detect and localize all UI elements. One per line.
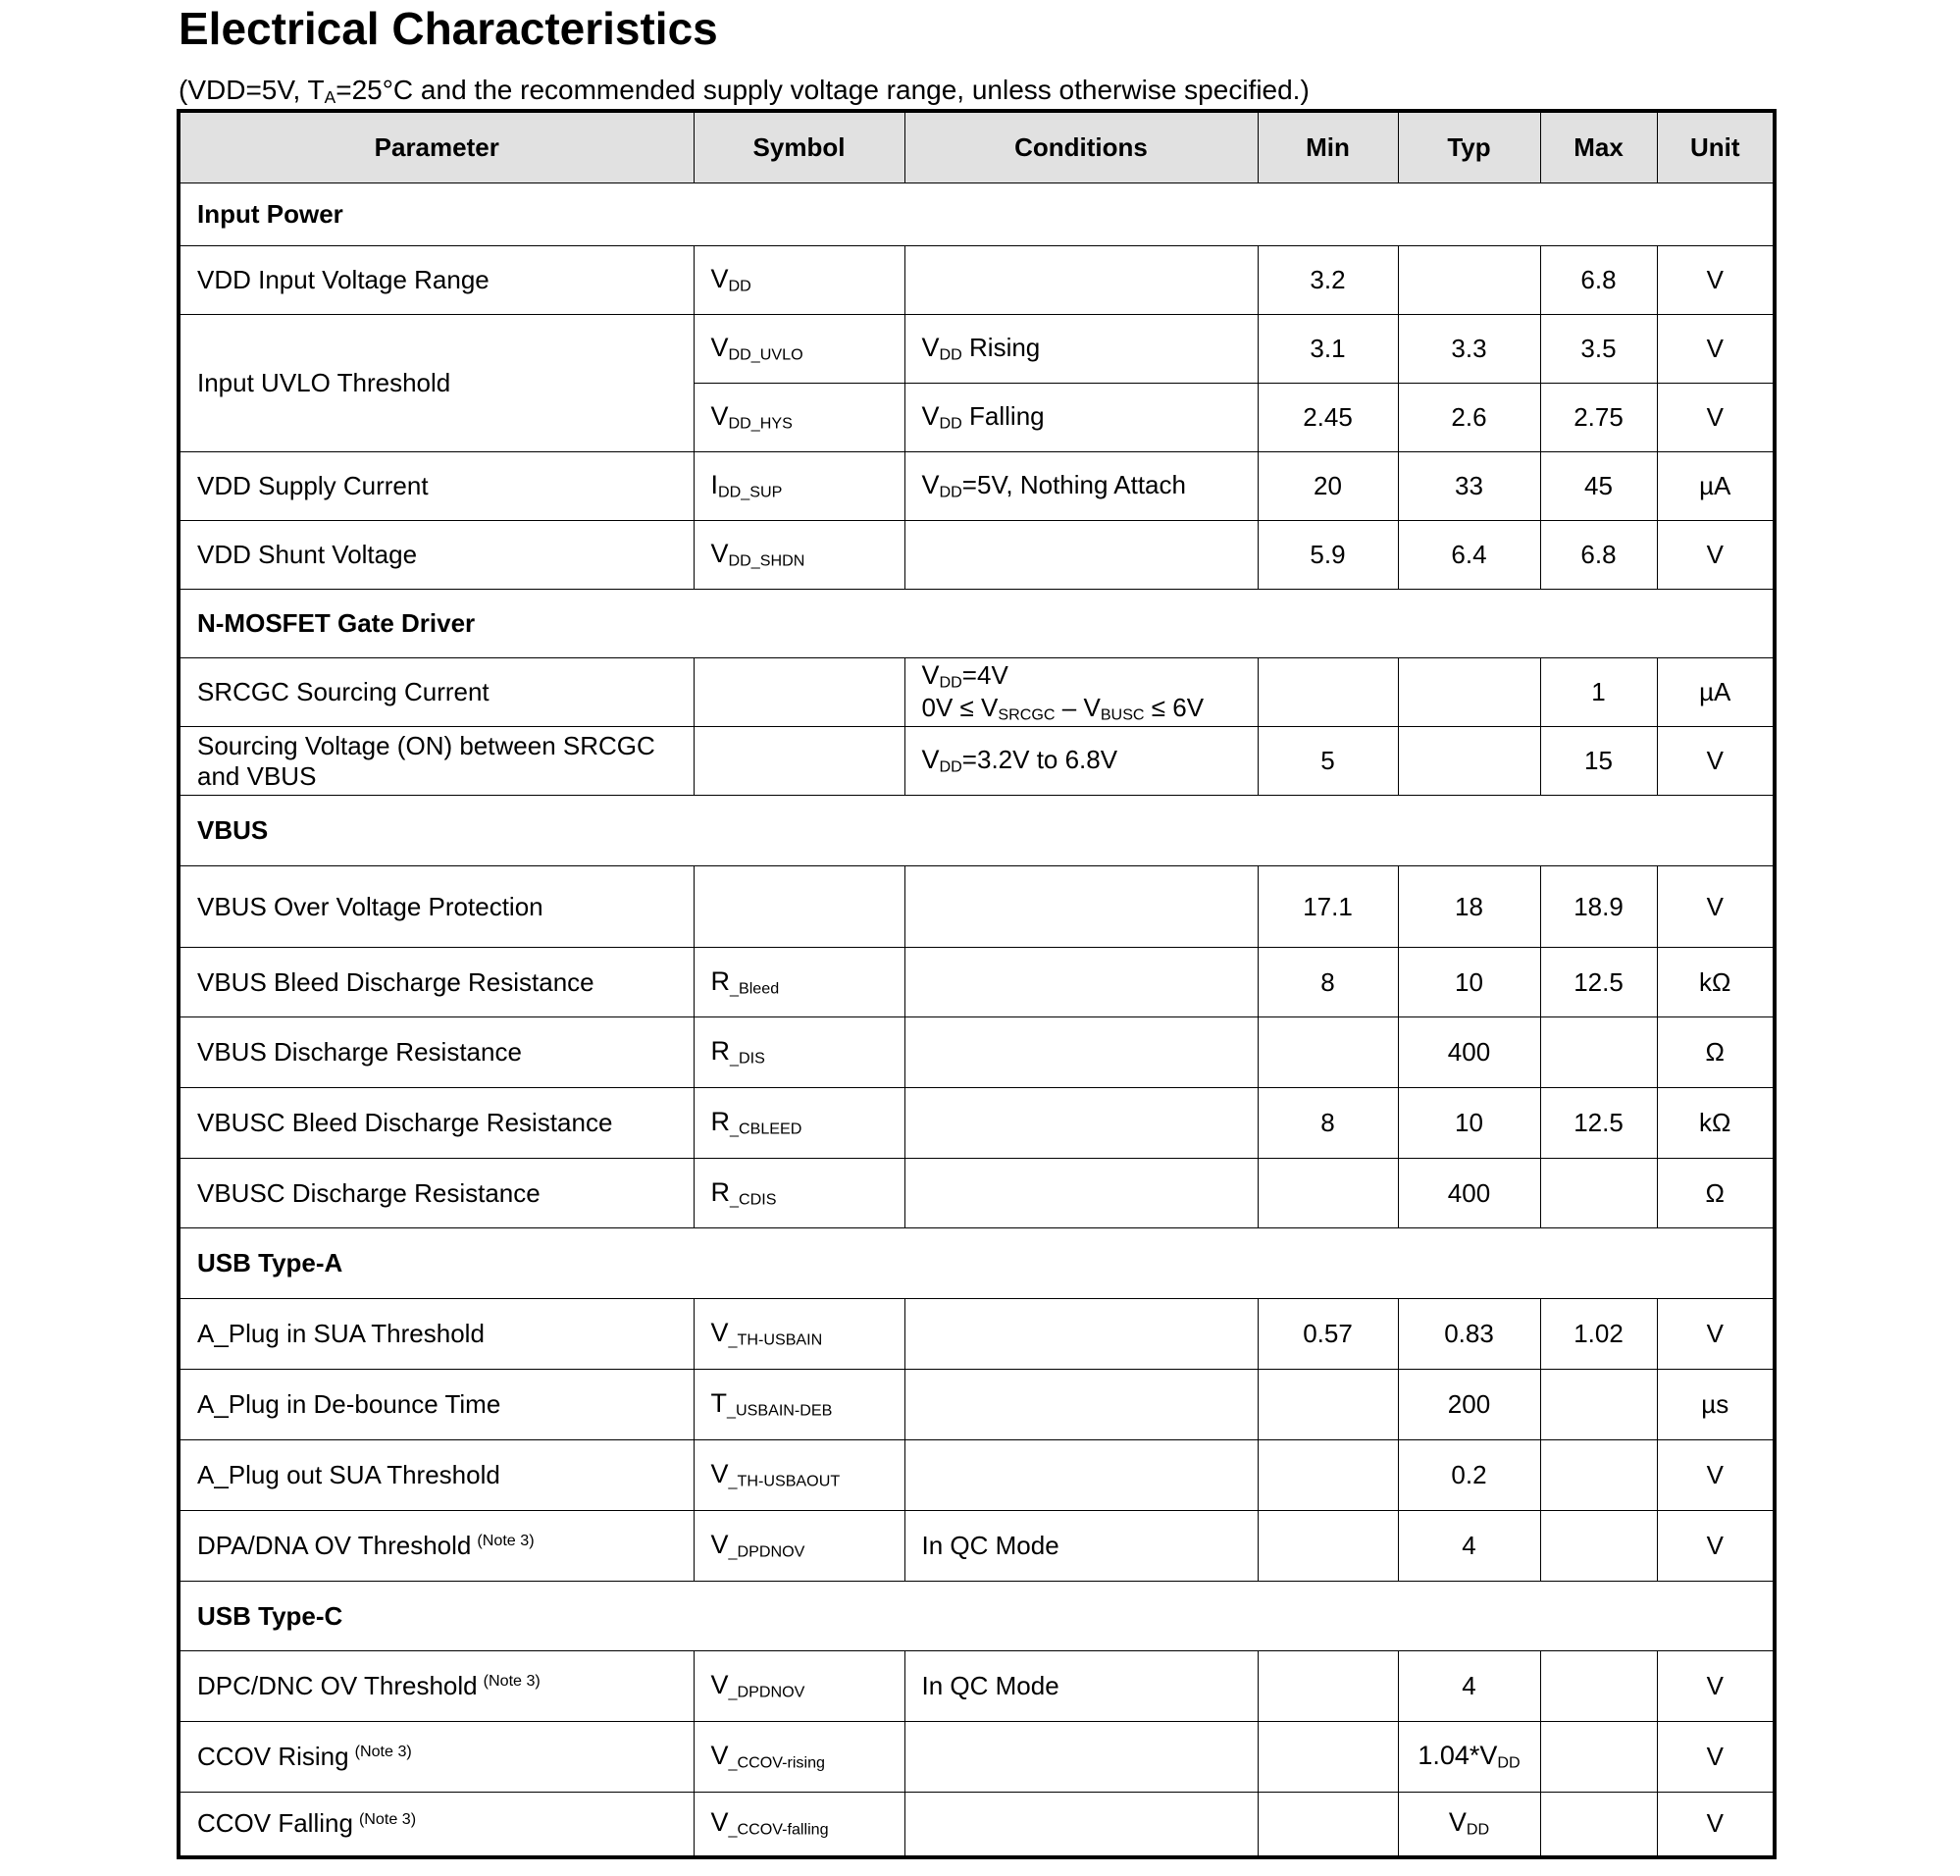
- typ-cell: 400: [1398, 1159, 1540, 1228]
- parameter-cell: A_Plug in De-bounce Time: [179, 1370, 694, 1440]
- parameter-cell: VDD Supply Current: [179, 452, 694, 521]
- min-cell: [1258, 1017, 1398, 1088]
- min-cell: [1258, 1511, 1398, 1582]
- unit-cell: V: [1657, 315, 1775, 384]
- parameter-cell: CCOV Falling $^{(Note 3)}$: [179, 1793, 694, 1857]
- max-cell: 12.5: [1540, 1088, 1657, 1159]
- conditions-cell: [904, 1793, 1258, 1857]
- typ-cell: [1398, 658, 1540, 727]
- conditions-cell: $V_{DD}=4V$ $0V \le V_{SRCGC} - V_{BUSC} \le 6V$: [904, 658, 1258, 727]
- typ-cell: 10: [1398, 948, 1540, 1017]
- table-row: [179, 1370, 1775, 1440]
- typ-cell: [1398, 246, 1540, 315]
- table-row: [179, 246, 1775, 315]
- symbol-cell: $V_{\_CCOV-rising}$: [694, 1722, 904, 1793]
- min-cell: [1258, 1722, 1398, 1793]
- table-row: [179, 1651, 1775, 1722]
- unit-cell: Ω: [1657, 1159, 1775, 1228]
- table-row: [179, 1793, 1775, 1857]
- parameter-cell: CCOV Rising $^{(Note 3)}$: [179, 1722, 694, 1793]
- min-cell: [1258, 1370, 1398, 1440]
- conditions-cell: [904, 1440, 1258, 1511]
- max-cell: [1540, 1651, 1657, 1722]
- symbol-cell: [694, 658, 904, 727]
- page-title: Electrical Characteristics: [179, 3, 718, 54]
- col-header-max: Max: [1540, 111, 1657, 183]
- unit-cell: V: [1657, 1299, 1775, 1370]
- min-cell: [1258, 658, 1398, 727]
- table-row: [179, 1511, 1775, 1582]
- section-row: [179, 590, 1775, 658]
- section-row: [179, 796, 1775, 866]
- parameter-cell: SRCGC Sourcing Current: [179, 658, 694, 727]
- typ-cell: 10: [1398, 1088, 1540, 1159]
- max-cell: 15: [1540, 727, 1657, 796]
- table-row: [179, 727, 1775, 796]
- conditions-cell: [904, 866, 1258, 948]
- section-title: N-MOSFET Gate Driver: [179, 590, 1775, 658]
- symbol-cell: [694, 866, 904, 948]
- symbol-cell: $V_{\_CCOV-falling}$: [694, 1793, 904, 1857]
- note-reference: (Note 3): [477, 1532, 535, 1550]
- section-row: [179, 1228, 1775, 1299]
- symbol-cell: $V_{DD\_HYS}$: [694, 384, 904, 452]
- unit-cell: V: [1657, 1651, 1775, 1722]
- symbol-cell: $T_{\_USBAIN-DEB}$: [694, 1370, 904, 1440]
- unit-cell: Ω: [1657, 1017, 1775, 1088]
- min-cell: 3.1: [1258, 315, 1398, 384]
- parameter-cell: VBUS Over Voltage Protection: [179, 866, 694, 948]
- section-title: VBUS: [179, 796, 1775, 866]
- section-title: USB Type-C: [179, 1582, 1775, 1651]
- section-title: USB Type-A: [179, 1228, 1775, 1299]
- unit-cell: kΩ: [1657, 1088, 1775, 1159]
- typ-cell: 200: [1398, 1370, 1540, 1440]
- conditions-cell: $V_{DD}=3.2V$ to 6.8V: [904, 727, 1258, 796]
- table-row: [179, 866, 1775, 948]
- typ-cell: $V_{DD}$: [1398, 1793, 1540, 1857]
- symbol-cell: $R_{\_Bleed}$: [694, 948, 904, 1017]
- max-cell: [1540, 1370, 1657, 1440]
- conditions-cell: [904, 1722, 1258, 1793]
- table-row: [179, 1159, 1775, 1228]
- parameter-cell: Sourcing Voltage (ON) between SRCGC and VBUS: [179, 727, 694, 796]
- conditions-cell: [904, 1299, 1258, 1370]
- parameter-cell: Input UVLO Threshold: [179, 315, 694, 452]
- symbol-cell: $V_{DD\_UVLO}$: [694, 315, 904, 384]
- symbol-cell: $V_{\_TH-USBAOUT}$: [694, 1440, 904, 1511]
- col-header-unit: Unit: [1657, 111, 1775, 183]
- conditions-cell: [904, 246, 1258, 315]
- symbol-cell: [694, 727, 904, 796]
- unit-cell: V: [1657, 384, 1775, 452]
- conditions-cell: [904, 1370, 1258, 1440]
- parameter-cell: VDD Input Voltage Range: [179, 246, 694, 315]
- max-cell: [1540, 1159, 1657, 1228]
- symbol-cell: $V_{\_DPDNOV}$: [694, 1651, 904, 1722]
- typ-cell: 0.83: [1398, 1299, 1540, 1370]
- symbol-cell: $R_{\_CDIS}$: [694, 1159, 904, 1228]
- conditions-cell: $V_{DD}$ Rising: [904, 315, 1258, 384]
- table-row: [179, 1017, 1775, 1088]
- typ-cell: 400: [1398, 1017, 1540, 1088]
- unit-cell: V: [1657, 1511, 1775, 1582]
- table-row: [179, 315, 1775, 384]
- conditions-cell: $V_{DD}$ Falling: [904, 384, 1258, 452]
- parameter-cell: VDD Shunt Voltage: [179, 521, 694, 590]
- col-header-parameter: Parameter: [179, 111, 694, 183]
- symbol-cell: $I_{DD\_SUP}$: [694, 452, 904, 521]
- note-reference: (Note 3): [483, 1672, 541, 1691]
- col-header-symbol: Symbol: [694, 111, 904, 183]
- note-reference: (Note 3): [358, 1809, 417, 1828]
- min-cell: 5.9: [1258, 521, 1398, 590]
- parameter-cell: VBUSC Bleed Discharge Resistance: [179, 1088, 694, 1159]
- min-cell: 2.45: [1258, 384, 1398, 452]
- test-conditions-note: (VDD=5V, $T_A=25^\circ C$ and the recommended supply voltage range, unless otherwise specified.): [179, 75, 1310, 107]
- unit-cell: V: [1657, 1722, 1775, 1793]
- section-row: [179, 183, 1775, 246]
- symbol-cell: $V_{DD\_SHDN}$: [694, 521, 904, 590]
- col-header-conditions: Conditions: [904, 111, 1258, 183]
- conditions-cell: $V_{DD}=5V$, Nothing Attach: [904, 452, 1258, 521]
- max-cell: [1540, 1017, 1657, 1088]
- min-cell: 0.57: [1258, 1299, 1398, 1370]
- unit-cell: µs: [1657, 1370, 1775, 1440]
- symbol-cell: $R_{\_DIS}$: [694, 1017, 904, 1088]
- conditions-cell: [904, 1017, 1258, 1088]
- symbol-cell: $R_{\_CBLEED}$: [694, 1088, 904, 1159]
- typ-cell: 4: [1398, 1511, 1540, 1582]
- table-row: [179, 1088, 1775, 1159]
- conditions-cell: [904, 1088, 1258, 1159]
- min-cell: 20: [1258, 452, 1398, 521]
- unit-cell: kΩ: [1657, 948, 1775, 1017]
- note-reference: (Note 3): [354, 1743, 412, 1761]
- max-cell: 1: [1540, 658, 1657, 727]
- typ-cell: [1398, 727, 1540, 796]
- min-cell: [1258, 1159, 1398, 1228]
- max-cell: [1540, 1440, 1657, 1511]
- symbol-cell: $V_{\_TH-USBAIN}$: [694, 1299, 904, 1370]
- max-cell: 6.8: [1540, 521, 1657, 590]
- unit-cell: µA: [1657, 658, 1775, 727]
- min-cell: [1258, 1651, 1398, 1722]
- max-cell: 1.02: [1540, 1299, 1657, 1370]
- parameter-cell: VBUS Bleed Discharge Resistance: [179, 948, 694, 1017]
- conditions-cell: In QC Mode: [904, 1651, 1258, 1722]
- typ-cell: 2.6: [1398, 384, 1540, 452]
- unit-cell: V: [1657, 866, 1775, 948]
- max-cell: [1540, 1511, 1657, 1582]
- min-cell: 5: [1258, 727, 1398, 796]
- max-cell: 18.9: [1540, 866, 1657, 948]
- max-cell: [1540, 1722, 1657, 1793]
- conditions-cell: [904, 948, 1258, 1017]
- min-cell: [1258, 1440, 1398, 1511]
- parameter-cell: A_Plug out SUA Threshold: [179, 1440, 694, 1511]
- max-cell: 3.5: [1540, 315, 1657, 384]
- unit-cell: V: [1657, 246, 1775, 315]
- parameter-cell: VBUSC Discharge Resistance: [179, 1159, 694, 1228]
- table-row: [179, 948, 1775, 1017]
- min-cell: 8: [1258, 948, 1398, 1017]
- conditions-cell: In QC Mode: [904, 1511, 1258, 1582]
- max-cell: [1540, 1793, 1657, 1857]
- min-cell: [1258, 1793, 1398, 1857]
- unit-cell: V: [1657, 1793, 1775, 1857]
- max-cell: 6.8: [1540, 246, 1657, 315]
- conditions-cell: [904, 1159, 1258, 1228]
- electrical-characteristics-table: [177, 109, 1777, 1859]
- typ-cell: 3.3: [1398, 315, 1540, 384]
- col-header-min: Min: [1258, 111, 1398, 183]
- symbol-cell: $V_{DD}$: [694, 246, 904, 315]
- unit-cell: V: [1657, 1440, 1775, 1511]
- typ-cell: 6.4: [1398, 521, 1540, 590]
- typ-cell: 0.2: [1398, 1440, 1540, 1511]
- conditions-cell: [904, 521, 1258, 590]
- typ-cell: 33: [1398, 452, 1540, 521]
- min-cell: 8: [1258, 1088, 1398, 1159]
- min-cell: 3.2: [1258, 246, 1398, 315]
- parameter-cell: VBUS Discharge Resistance: [179, 1017, 694, 1088]
- col-header-typ: Typ: [1398, 111, 1540, 183]
- typ-cell: 4: [1398, 1651, 1540, 1722]
- unit-cell: V: [1657, 727, 1775, 796]
- parameter-cell: A_Plug in SUA Threshold: [179, 1299, 694, 1370]
- section-row: [179, 1582, 1775, 1651]
- unit-cell: µA: [1657, 452, 1775, 521]
- header-row: [179, 111, 1775, 183]
- unit-cell: V: [1657, 521, 1775, 590]
- table-row: [179, 521, 1775, 590]
- max-cell: 45: [1540, 452, 1657, 521]
- parameter-cell: DPA/DNA OV Threshold $^{(Note 3)}$: [179, 1511, 694, 1582]
- max-cell: 12.5: [1540, 948, 1657, 1017]
- table-row: [179, 1299, 1775, 1370]
- typ-cell: 18: [1398, 866, 1540, 948]
- table-row: [179, 1722, 1775, 1793]
- table-row: [179, 1440, 1775, 1511]
- max-cell: 2.75: [1540, 384, 1657, 452]
- typ-cell: $1.04*V_{DD}$: [1398, 1722, 1540, 1793]
- symbol-cell: $V_{\_DPDNOV}$: [694, 1511, 904, 1582]
- section-title: Input Power: [179, 183, 1775, 246]
- table-row: [179, 452, 1775, 521]
- table-row: [179, 658, 1775, 727]
- min-cell: 17.1: [1258, 866, 1398, 948]
- parameter-cell: DPC/DNC OV Threshold $^{(Note 3)}$: [179, 1651, 694, 1722]
- table-body: [179, 183, 1775, 1857]
